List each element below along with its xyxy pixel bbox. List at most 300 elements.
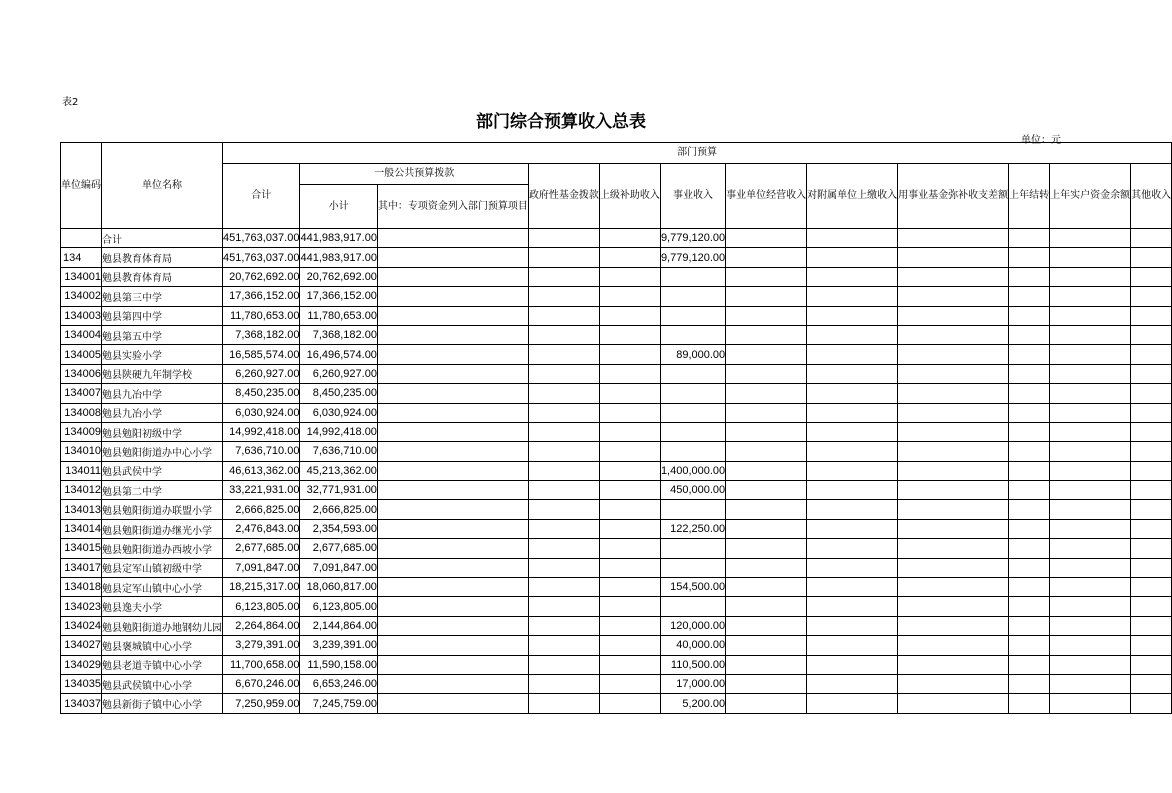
cell-upper-subsidy xyxy=(599,325,660,344)
table-row xyxy=(61,539,1172,558)
cell-unit-code: 134001 xyxy=(61,267,102,286)
cell-affiliate-income xyxy=(807,442,898,461)
cell-total: 7,368,182.00 xyxy=(223,325,300,344)
cell-unit-code: 134 xyxy=(61,248,102,267)
cell-total: 2,666,825.00 xyxy=(223,500,300,519)
cell-special-funds xyxy=(377,558,528,577)
cell-subtotal: 11,590,158.00 xyxy=(300,655,377,674)
cell-fund-balance xyxy=(898,481,1009,500)
cell-subtotal: 2,354,593.00 xyxy=(300,519,377,538)
table-row xyxy=(61,694,1172,713)
cell-fund-balance xyxy=(898,364,1009,383)
cell-carryover xyxy=(1009,539,1050,558)
cell-unit-name: 勉县九冶中学 xyxy=(102,384,223,403)
table-row xyxy=(61,519,1172,538)
cell-business-income xyxy=(660,384,725,403)
cell-other-income xyxy=(1131,636,1172,655)
cell-unit-code: 134035 xyxy=(61,674,102,693)
cell-carryover xyxy=(1009,306,1050,325)
cell-prior-balance xyxy=(1050,597,1131,616)
cell-total: 2,264,864.00 xyxy=(223,616,300,635)
cell-special-funds xyxy=(377,345,528,364)
cell-affiliate-income xyxy=(807,558,898,577)
cell-carryover xyxy=(1009,674,1050,693)
cell-fund-balance xyxy=(898,229,1009,248)
cell-total: 20,762,692.00 xyxy=(223,267,300,286)
cell-business-income: 120,000.00 xyxy=(660,616,725,635)
cell-subtotal: 7,091,847.00 xyxy=(300,558,377,577)
header-unit-name: 单位名称 xyxy=(102,143,223,229)
cell-total: 6,670,246.00 xyxy=(223,674,300,693)
cell-subtotal: 2,666,825.00 xyxy=(300,500,377,519)
cell-upper-subsidy xyxy=(599,442,660,461)
cell-carryover xyxy=(1009,364,1050,383)
cell-unit-code: 134018 xyxy=(61,578,102,597)
cell-other-income xyxy=(1131,597,1172,616)
cell-unit-code: 134005 xyxy=(61,345,102,364)
header-total: 合计 xyxy=(223,164,300,229)
cell-subtotal: 2,144,864.00 xyxy=(300,616,377,635)
cell-subtotal: 45,213,362.00 xyxy=(300,461,377,480)
cell-affiliate-income xyxy=(807,345,898,364)
cell-upper-subsidy xyxy=(599,674,660,693)
header-dept-budget: 部门预算 xyxy=(223,143,1172,164)
cell-total: 6,260,927.00 xyxy=(223,364,300,383)
header-business-income: 事业收入 xyxy=(660,164,725,229)
cell-prior-balance xyxy=(1050,306,1131,325)
cell-total: 6,030,924.00 xyxy=(223,403,300,422)
cell-other-income xyxy=(1131,325,1172,344)
sheet-label: 表2 xyxy=(62,97,79,108)
cell-upper-subsidy xyxy=(599,558,660,577)
cell-fund-balance xyxy=(898,694,1009,713)
cell-affiliate-income xyxy=(807,597,898,616)
cell-affiliate-income xyxy=(807,616,898,635)
cell-unit-code: 134011 xyxy=(61,461,102,480)
cell-gov-fund xyxy=(528,636,599,655)
cell-gov-fund xyxy=(528,442,599,461)
cell-operating-income xyxy=(726,694,807,713)
cell-special-funds xyxy=(377,306,528,325)
cell-unit-name: 勉县九冶小学 xyxy=(102,403,223,422)
cell-fund-balance xyxy=(898,287,1009,306)
table-row xyxy=(61,616,1172,635)
cell-subtotal: 11,780,653.00 xyxy=(300,306,377,325)
cell-unit-code: 134024 xyxy=(61,616,102,635)
cell-affiliate-income xyxy=(807,636,898,655)
cell-business-income: 110,500.00 xyxy=(660,655,725,674)
cell-gov-fund xyxy=(528,519,599,538)
cell-prior-balance xyxy=(1050,267,1131,286)
header-subtotal: 小计 xyxy=(300,185,377,229)
cell-gov-fund xyxy=(528,500,599,519)
cell-unit-name: 勉县勉阳街道办中心小学 xyxy=(102,442,223,461)
cell-upper-subsidy xyxy=(599,694,660,713)
table-row xyxy=(61,481,1172,500)
cell-operating-income xyxy=(726,519,807,538)
table-row xyxy=(61,578,1172,597)
cell-upper-subsidy xyxy=(599,403,660,422)
cell-prior-balance xyxy=(1050,325,1131,344)
cell-total: 8,450,235.00 xyxy=(223,384,300,403)
cell-gov-fund xyxy=(528,616,599,635)
cell-special-funds xyxy=(377,267,528,286)
cell-business-income xyxy=(660,442,725,461)
cell-gov-fund xyxy=(528,287,599,306)
cell-business-income: 89,000.00 xyxy=(660,345,725,364)
cell-other-income xyxy=(1131,694,1172,713)
cell-fund-balance xyxy=(898,578,1009,597)
cell-carryover xyxy=(1009,287,1050,306)
cell-subtotal: 18,060,817.00 xyxy=(300,578,377,597)
cell-unit-code: 134006 xyxy=(61,364,102,383)
cell-carryover xyxy=(1009,519,1050,538)
cell-prior-balance xyxy=(1050,674,1131,693)
cell-unit-code: 134009 xyxy=(61,422,102,441)
table-row xyxy=(61,674,1172,693)
cell-subtotal: 17,366,152.00 xyxy=(300,287,377,306)
cell-special-funds xyxy=(377,461,528,480)
cell-fund-balance xyxy=(898,442,1009,461)
cell-fund-balance xyxy=(898,655,1009,674)
cell-unit-name: 勉县第四中学 xyxy=(102,306,223,325)
cell-fund-balance xyxy=(898,558,1009,577)
cell-affiliate-income xyxy=(807,519,898,538)
cell-business-income: 40,000.00 xyxy=(660,636,725,655)
cell-operating-income xyxy=(726,461,807,480)
cell-unit-code: 134012 xyxy=(61,481,102,500)
cell-special-funds xyxy=(377,287,528,306)
cell-other-income xyxy=(1131,422,1172,441)
cell-upper-subsidy xyxy=(599,267,660,286)
cell-fund-balance xyxy=(898,345,1009,364)
cell-unit-name: 勉县逸夫小学 xyxy=(102,597,223,616)
table-row xyxy=(61,636,1172,655)
cell-unit-name: 勉县勉阳街道办西坡小学 xyxy=(102,539,223,558)
cell-unit-code: 134004 xyxy=(61,325,102,344)
table-row xyxy=(61,229,1172,248)
cell-operating-income xyxy=(726,558,807,577)
cell-gov-fund xyxy=(528,384,599,403)
cell-operating-income xyxy=(726,306,807,325)
cell-upper-subsidy xyxy=(599,229,660,248)
cell-unit-code xyxy=(61,229,102,248)
cell-unit-code: 134008 xyxy=(61,403,102,422)
cell-other-income xyxy=(1131,248,1172,267)
cell-other-income xyxy=(1131,539,1172,558)
cell-special-funds xyxy=(377,500,528,519)
cell-affiliate-income xyxy=(807,325,898,344)
cell-carryover xyxy=(1009,403,1050,422)
cell-prior-balance xyxy=(1050,500,1131,519)
cell-gov-fund xyxy=(528,364,599,383)
cell-upper-subsidy xyxy=(599,364,660,383)
cell-business-income xyxy=(660,325,725,344)
cell-gov-fund xyxy=(528,248,599,267)
cell-operating-income xyxy=(726,636,807,655)
cell-business-income xyxy=(660,558,725,577)
cell-total: 7,250,959.00 xyxy=(223,694,300,713)
cell-unit-code: 134037 xyxy=(61,694,102,713)
cell-affiliate-income xyxy=(807,500,898,519)
cell-upper-subsidy xyxy=(599,248,660,267)
cell-total: 7,091,847.00 xyxy=(223,558,300,577)
cell-unit-code: 134002 xyxy=(61,287,102,306)
cell-special-funds xyxy=(377,636,528,655)
cell-special-funds xyxy=(377,616,528,635)
cell-affiliate-income xyxy=(807,481,898,500)
cell-operating-income xyxy=(726,655,807,674)
cell-operating-income xyxy=(726,597,807,616)
cell-operating-income xyxy=(726,616,807,635)
cell-fund-balance xyxy=(898,539,1009,558)
cell-gov-fund xyxy=(528,481,599,500)
cell-operating-income xyxy=(726,248,807,267)
cell-other-income xyxy=(1131,519,1172,538)
cell-gov-fund xyxy=(528,229,599,248)
cell-carryover xyxy=(1009,384,1050,403)
cell-total: 11,780,653.00 xyxy=(223,306,300,325)
cell-unit-name: 勉县教育体育局 xyxy=(102,267,223,286)
table-row xyxy=(61,558,1172,577)
cell-unit-code: 134003 xyxy=(61,306,102,325)
cell-carryover xyxy=(1009,636,1050,655)
cell-unit-name: 勉县教育体育局 xyxy=(102,248,223,267)
cell-unit-name: 勉县勉阳街道办继光小学 xyxy=(102,519,223,538)
cell-affiliate-income xyxy=(807,655,898,674)
cell-upper-subsidy xyxy=(599,422,660,441)
cell-unit-code: 134013 xyxy=(61,500,102,519)
cell-affiliate-income xyxy=(807,674,898,693)
cell-affiliate-income xyxy=(807,403,898,422)
cell-upper-subsidy xyxy=(599,461,660,480)
cell-other-income xyxy=(1131,229,1172,248)
cell-prior-balance xyxy=(1050,694,1131,713)
cell-gov-fund xyxy=(528,403,599,422)
cell-gov-fund xyxy=(528,558,599,577)
cell-unit-name: 勉县定军山镇初级中学 xyxy=(102,558,223,577)
cell-other-income xyxy=(1131,578,1172,597)
cell-prior-balance xyxy=(1050,481,1131,500)
cell-gov-fund xyxy=(528,539,599,558)
cell-affiliate-income xyxy=(807,306,898,325)
cell-carryover xyxy=(1009,655,1050,674)
table-body xyxy=(61,229,1172,714)
header-operating-income: 事业单位经营收入 xyxy=(726,164,807,229)
cell-gov-fund xyxy=(528,422,599,441)
cell-subtotal: 32,771,931.00 xyxy=(300,481,377,500)
cell-prior-balance xyxy=(1050,287,1131,306)
cell-subtotal: 20,762,692.00 xyxy=(300,267,377,286)
cell-operating-income xyxy=(726,674,807,693)
cell-other-income xyxy=(1131,403,1172,422)
cell-special-funds xyxy=(377,248,528,267)
cell-total: 11,700,658.00 xyxy=(223,655,300,674)
cell-prior-balance xyxy=(1050,229,1131,248)
cell-special-funds xyxy=(377,597,528,616)
cell-other-income xyxy=(1131,306,1172,325)
cell-fund-balance xyxy=(898,306,1009,325)
cell-carryover xyxy=(1009,558,1050,577)
cell-unit-name: 勉县褒城镇中心小学 xyxy=(102,636,223,655)
cell-business-income xyxy=(660,422,725,441)
cell-prior-balance xyxy=(1050,364,1131,383)
cell-gov-fund xyxy=(528,461,599,480)
cell-total: 2,476,843.00 xyxy=(223,519,300,538)
cell-fund-balance xyxy=(898,461,1009,480)
table-row xyxy=(61,287,1172,306)
cell-affiliate-income xyxy=(807,229,898,248)
cell-unit-code: 134007 xyxy=(61,384,102,403)
cell-unit-name: 勉县新街子镇中心小学 xyxy=(102,694,223,713)
cell-operating-income xyxy=(726,325,807,344)
cell-affiliate-income xyxy=(807,694,898,713)
cell-fund-balance xyxy=(898,384,1009,403)
cell-prior-balance xyxy=(1050,539,1131,558)
cell-upper-subsidy xyxy=(599,481,660,500)
cell-affiliate-income xyxy=(807,539,898,558)
cell-total: 16,585,574.00 xyxy=(223,345,300,364)
cell-total: 3,279,391.00 xyxy=(223,636,300,655)
table-row xyxy=(61,403,1172,422)
cell-business-income xyxy=(660,500,725,519)
cell-special-funds xyxy=(377,481,528,500)
cell-special-funds xyxy=(377,325,528,344)
table-row xyxy=(61,345,1172,364)
table-row xyxy=(61,248,1172,267)
cell-gov-fund xyxy=(528,694,599,713)
cell-subtotal: 441,983,917.00 xyxy=(300,229,377,248)
table-row xyxy=(61,267,1172,286)
cell-business-income: 5,200.00 xyxy=(660,694,725,713)
cell-carryover xyxy=(1009,229,1050,248)
header-general-public: 一般公共预算拨款 xyxy=(300,164,528,185)
cell-prior-balance xyxy=(1050,616,1131,635)
cell-carryover xyxy=(1009,248,1050,267)
header-other-income: 其他收入 xyxy=(1131,164,1172,229)
cell-total: 451,763,037.00 xyxy=(223,248,300,267)
cell-business-income: 154,500.00 xyxy=(660,578,725,597)
cell-other-income xyxy=(1131,500,1172,519)
cell-other-income xyxy=(1131,616,1172,635)
cell-unit-name: 勉县老道寺镇中心小学 xyxy=(102,655,223,674)
table-row xyxy=(61,461,1172,480)
table-row xyxy=(61,422,1172,441)
cell-upper-subsidy xyxy=(599,287,660,306)
cell-carryover xyxy=(1009,616,1050,635)
cell-other-income xyxy=(1131,384,1172,403)
cell-prior-balance xyxy=(1050,345,1131,364)
cell-gov-fund xyxy=(528,597,599,616)
header-gov-fund: 政府性基金拨款 xyxy=(528,164,599,229)
table-row xyxy=(61,442,1172,461)
cell-operating-income xyxy=(726,481,807,500)
cell-business-income xyxy=(660,597,725,616)
cell-carryover xyxy=(1009,325,1050,344)
cell-subtotal: 7,368,182.00 xyxy=(300,325,377,344)
cell-unit-name: 勉县第三中学 xyxy=(102,287,223,306)
cell-upper-subsidy xyxy=(599,519,660,538)
cell-other-income xyxy=(1131,364,1172,383)
cell-special-funds xyxy=(377,519,528,538)
cell-fund-balance xyxy=(898,248,1009,267)
cell-unit-code: 134015 xyxy=(61,539,102,558)
cell-subtotal: 6,653,246.00 xyxy=(300,674,377,693)
cell-subtotal: 3,239,391.00 xyxy=(300,636,377,655)
cell-total: 46,613,362.00 xyxy=(223,461,300,480)
header-prior-balance: 上年实户资金余额 xyxy=(1050,164,1131,229)
cell-total: 18,215,317.00 xyxy=(223,578,300,597)
cell-prior-balance xyxy=(1050,578,1131,597)
cell-special-funds xyxy=(377,364,528,383)
header-fund-balance: 用事业基金弥补收支差额 xyxy=(898,164,1009,229)
cell-carryover xyxy=(1009,694,1050,713)
table-row xyxy=(61,306,1172,325)
cell-affiliate-income xyxy=(807,364,898,383)
cell-unit-code: 134027 xyxy=(61,636,102,655)
cell-operating-income xyxy=(726,267,807,286)
table-row xyxy=(61,500,1172,519)
cell-other-income xyxy=(1131,287,1172,306)
cell-other-income xyxy=(1131,345,1172,364)
cell-special-funds xyxy=(377,442,528,461)
cell-prior-balance xyxy=(1050,655,1131,674)
cell-other-income xyxy=(1131,655,1172,674)
cell-business-income: 17,000.00 xyxy=(660,674,725,693)
cell-upper-subsidy xyxy=(599,500,660,519)
cell-business-income xyxy=(660,267,725,286)
cell-special-funds xyxy=(377,578,528,597)
cell-prior-balance xyxy=(1050,636,1131,655)
cell-affiliate-income xyxy=(807,578,898,597)
cell-upper-subsidy xyxy=(599,578,660,597)
cell-business-income: 450,000.00 xyxy=(660,481,725,500)
cell-business-income xyxy=(660,539,725,558)
unit-label: 单位：元 xyxy=(1021,135,1061,146)
cell-unit-name: 勉县武侯中学 xyxy=(102,461,223,480)
cell-prior-balance xyxy=(1050,461,1131,480)
cell-other-income xyxy=(1131,461,1172,480)
cell-affiliate-income xyxy=(807,384,898,403)
table-row xyxy=(61,325,1172,344)
table-row xyxy=(61,597,1172,616)
cell-fund-balance xyxy=(898,325,1009,344)
cell-unit-code: 134017 xyxy=(61,558,102,577)
cell-business-income: 1,400,000.00 xyxy=(660,461,725,480)
cell-carryover xyxy=(1009,578,1050,597)
cell-subtotal: 6,030,924.00 xyxy=(300,403,377,422)
header-upper-subsidy: 上级补助收入 xyxy=(599,164,660,229)
cell-gov-fund xyxy=(528,267,599,286)
cell-operating-income xyxy=(726,287,807,306)
cell-fund-balance xyxy=(898,500,1009,519)
cell-unit-code: 134023 xyxy=(61,597,102,616)
cell-unit-name: 勉县实验小学 xyxy=(102,345,223,364)
header-affiliate-income: 对附属单位上缴收入 xyxy=(807,164,898,229)
header-special-funds: 其中：专项资金列入部门预算项目 xyxy=(377,185,528,229)
cell-subtotal: 7,245,759.00 xyxy=(300,694,377,713)
cell-prior-balance xyxy=(1050,384,1131,403)
cell-fund-balance xyxy=(898,674,1009,693)
header-unit-code: 单位编码 xyxy=(61,143,102,229)
cell-carryover xyxy=(1009,500,1050,519)
cell-fund-balance xyxy=(898,636,1009,655)
cell-upper-subsidy xyxy=(599,306,660,325)
cell-operating-income xyxy=(726,403,807,422)
cell-unit-name: 勉县勉阳初级中学 xyxy=(102,422,223,441)
cell-carryover xyxy=(1009,442,1050,461)
cell-unit-name: 勉县武侯镇中心小学 xyxy=(102,674,223,693)
